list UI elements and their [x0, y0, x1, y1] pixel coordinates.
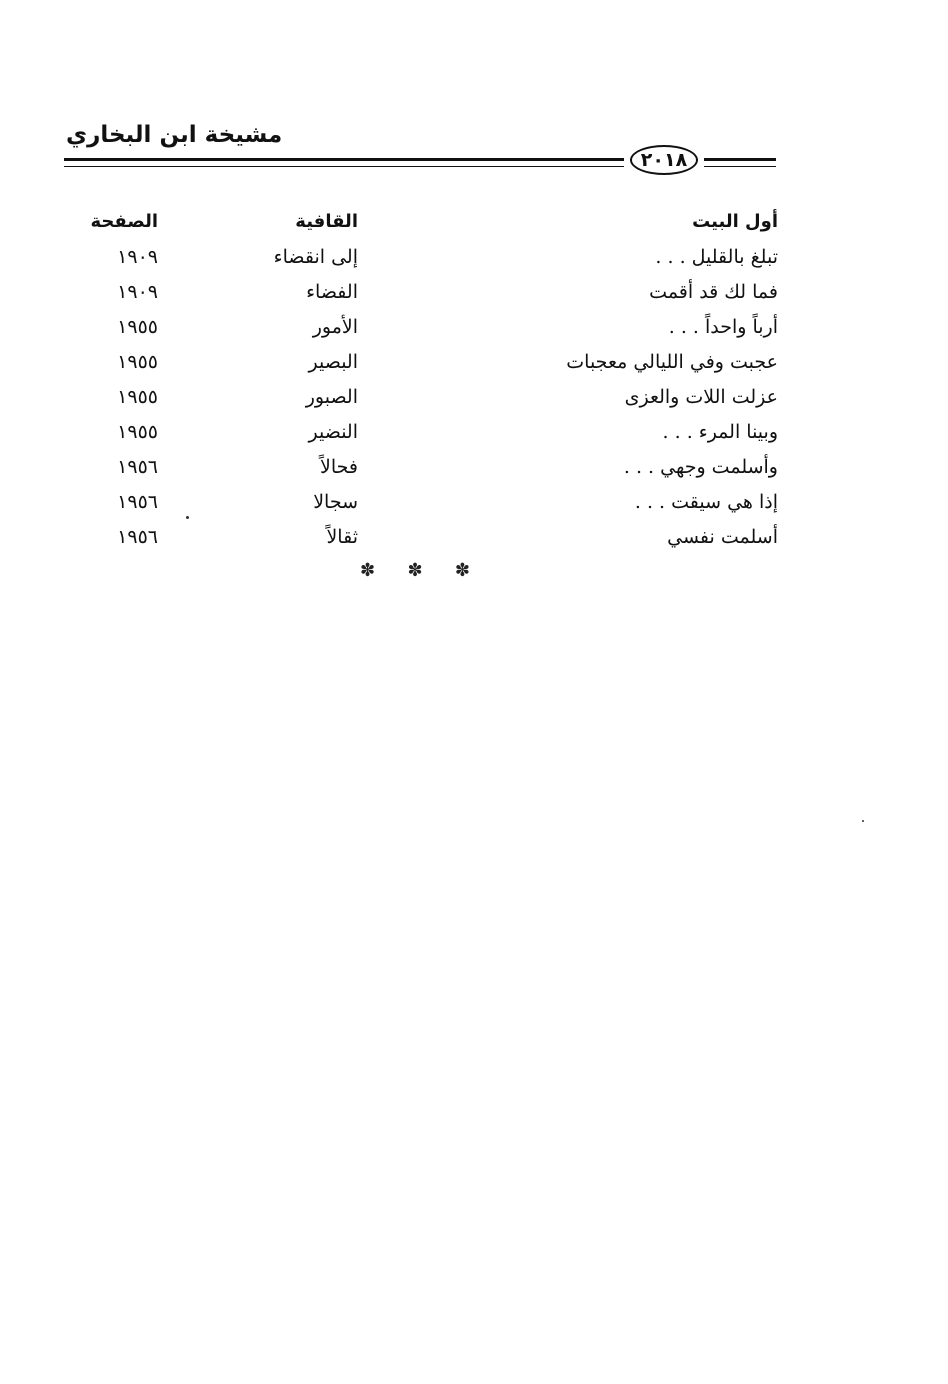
table-row	[80, 416, 780, 451]
asterism-glyph: ✽	[360, 560, 376, 581]
verse-cell: وبينا المرء . . .	[662, 421, 778, 443]
table-row	[80, 311, 780, 346]
rhyme-cell: الفضاء	[306, 281, 358, 303]
table-row	[80, 521, 780, 556]
column-header-rhyme: القافية	[295, 211, 358, 232]
rhyme-index-table	[80, 206, 780, 556]
verse-cell: تبلغ بالقليل . . .	[655, 246, 778, 268]
rhyme-cell: الأمور	[312, 316, 358, 338]
rhyme-cell: الصبور	[305, 386, 358, 408]
table-row	[80, 241, 780, 276]
rhyme-cell: سجالا	[313, 491, 358, 513]
page-cell: ١٩٥٥	[117, 421, 158, 443]
rhyme-cell: البصير	[308, 351, 358, 373]
column-header-page: الصفحة	[90, 211, 158, 232]
rhyme-cell: النضير	[308, 421, 358, 443]
verse-cell: عجبت وفي الليالي معجبات	[566, 351, 778, 373]
table-row	[80, 276, 780, 311]
header-rule-right-thick	[704, 158, 776, 161]
verse-cell: وأسلمت وجهي . . .	[623, 456, 778, 478]
verse-cell: أرباً واحداً . . .	[668, 316, 778, 338]
table-row	[80, 451, 780, 486]
verse-cell: عزلت اللات والعزى	[624, 386, 778, 408]
rhyme-cell: فحالاً	[320, 456, 358, 478]
table-header-row	[80, 206, 780, 241]
verse-cell: إذا هي سيقت . . .	[634, 491, 778, 513]
verse-cell: أسلمت نفسي	[667, 526, 778, 548]
verse-cell: فما لك قد أقمت	[649, 281, 778, 303]
book-title: مشيخة ابن البخاري	[66, 122, 283, 148]
page-cell: ١٩٥٥	[117, 316, 158, 338]
header-rule-thick	[64, 158, 624, 161]
table-row	[80, 346, 780, 381]
running-header	[64, 118, 776, 178]
header-rule-right-thin	[704, 166, 776, 167]
page-cell: ١٩٥٥	[117, 386, 158, 408]
rhyme-cell: ثقالاً	[326, 526, 358, 548]
scan-speck	[186, 516, 189, 519]
scan-speck	[862, 820, 864, 822]
page-cell: ١٩٠٩	[117, 246, 158, 268]
table-row	[80, 381, 780, 416]
asterism-glyph: ✽	[407, 560, 423, 581]
section-separator	[360, 560, 470, 581]
page-number: ٢٠١٨	[630, 145, 698, 175]
rhyme-cell: إلى انقضاء	[273, 246, 358, 268]
table-row	[80, 486, 780, 521]
page-cell: ١٩٥٥	[117, 351, 158, 373]
asterism-glyph: ✽	[454, 560, 470, 581]
column-header-verse: أول البيت	[692, 211, 778, 232]
page-cell: ١٩٥٦	[117, 491, 158, 513]
page-cell: ١٩٥٦	[117, 526, 158, 548]
page-cell: ١٩٥٦	[117, 456, 158, 478]
page-cell: ١٩٠٩	[117, 281, 158, 303]
header-rule-thin	[64, 166, 624, 167]
